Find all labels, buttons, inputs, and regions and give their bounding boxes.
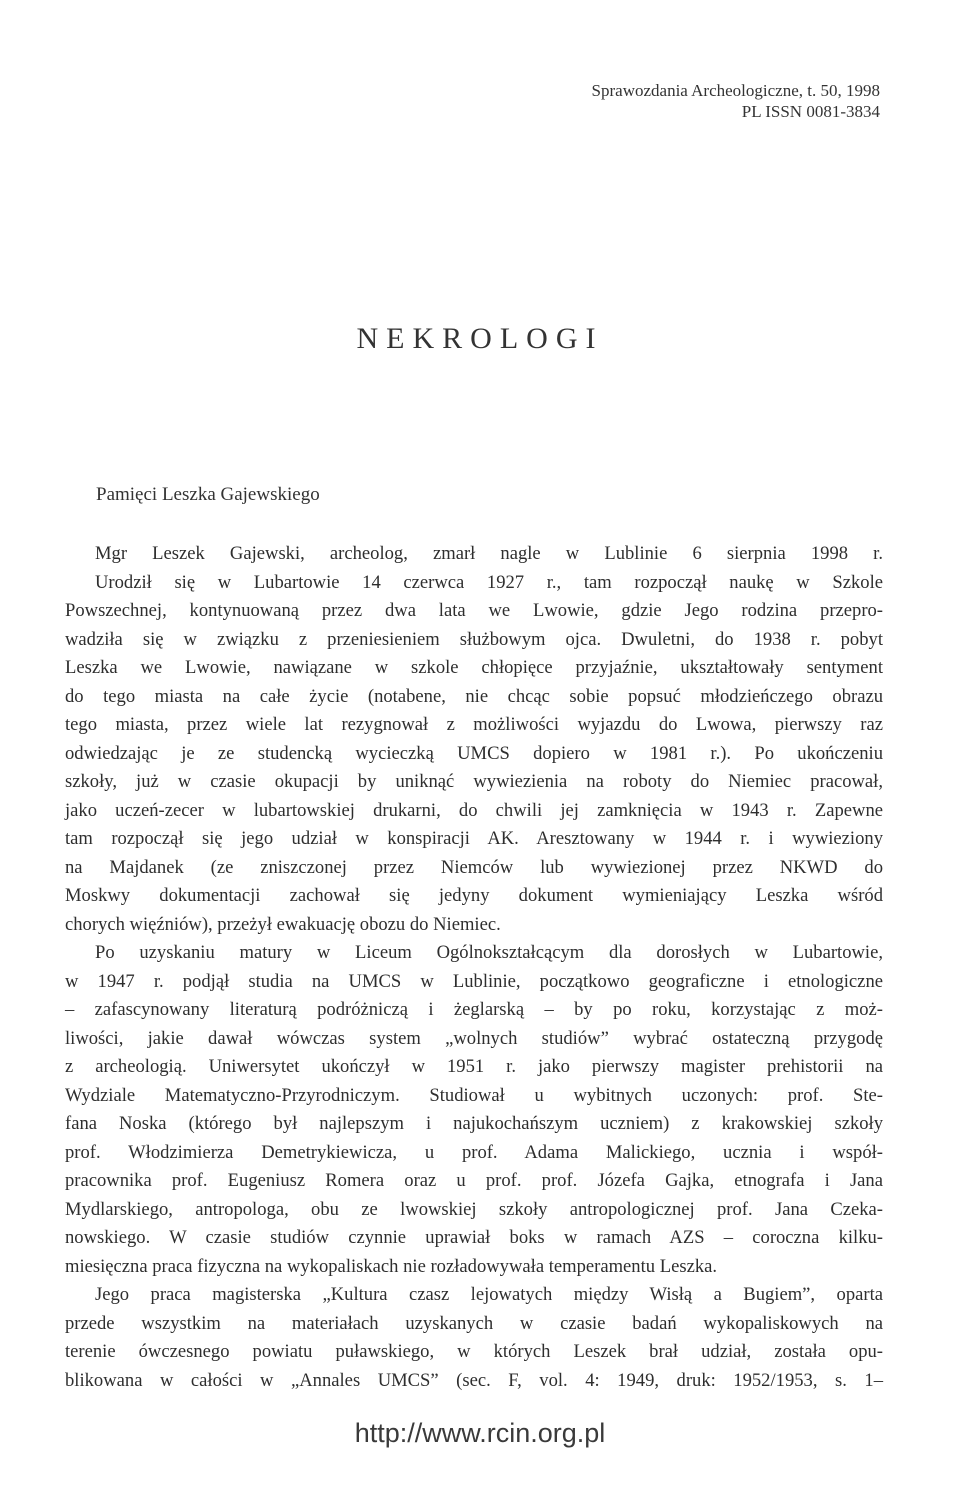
body-line: Mgr Leszek Gajewski, archeolog, zmarł nagle w Lublinie 6 sierpnia 1998 r. [95, 543, 883, 564]
body-line: Leszka we Lwowie, nawiązane w szkole chłopięce przyjaźnie, ukształtowały sentyment [65, 657, 883, 678]
body-line: Jego praca magisterska „Kultura czasz lejowatych między Wisłą a Bugiem”, oparta [95, 1284, 883, 1305]
body-line: fana Noska (którego był najlepszym i najukochańszym uczniem) z krakowskiej szkoły [65, 1113, 883, 1134]
section-title: NEKROLOGI [356, 322, 604, 355]
source-url-watermark: http://www.rcin.org.pl [354, 1418, 606, 1448]
body-line: tego miasta, przez wiele lat rezygnował z możliwości wyjazdu do Lwowa, pierwszy raz [65, 714, 883, 735]
body-line: jako uczeń-zecer w lubartowskiej drukarni, do chwili jej zamknięcia w 1943 r. Zapewne [65, 799, 883, 821]
body-line: Mydlarskiego, antropologa, obu ze lwowskiej szkoły antropologicznej prof. Jana Czeka- [65, 1198, 883, 1220]
issn: PL ISSN 0081-3834 [741, 102, 880, 121]
body-line: odwiedzając je ze studencką wycieczką UMCS dopiero w 1981 r.). Po ukończeniu [65, 742, 883, 764]
body-line: Urodził się w Lubartowie 14 czerwca 1927 r., tam rozpoczął naukę w Szkole [95, 571, 883, 593]
body-line: tam rozpoczął się jego udział w konspiracji AK. Aresztowany w 1944 r. i wywieziony [65, 828, 883, 849]
body-line: na Majdanek (ze zniszczonej przez Niemców lub wywiezionej przez NKWD do [65, 856, 883, 878]
body-line: blikowana w całości w „Annales UMCS” (sec. F, vol. 4: 1949, druk: 1952/1953, s. 1– [65, 1369, 883, 1391]
body-line: miesięczna praca fizyczna na wykopaliskach nie rozładowywała temperamentu Leszka. [65, 1255, 718, 1277]
body-line: pracownika prof. Eugeniusz Romera oraz u prof. prof. Józefa Gajka, etnografa i Jana [65, 1170, 883, 1191]
body-line: prof. Włodzimierza Demetrykiewicza, u prof. Adama Malickiego, ucznia i współ- [65, 1141, 883, 1163]
body-line: chorych więźniów), przeżył ewakuację obozu do Niemiec. [65, 913, 501, 935]
body-line: Po uzyskaniu matury w Liceum Ogólnokształcącym dla dorosłych w Lubartowie, [95, 942, 883, 963]
body-line: terenie ówczesnego powiatu puławskiego, w których Leszek brał udział, została opu- [65, 1341, 883, 1362]
body-line: Powszechnej, kontynuowaną przez dwa lata we Lwowie, gdzie Jego rodzina przepro- [65, 600, 883, 621]
body-line: liwości, jakie dawał wówczas system „wolnych studiów” wybrać ostateczną przygodę [65, 1027, 883, 1049]
article-body [65, 540, 883, 1395]
journal-header [592, 80, 880, 122]
body-line: nowskiego. W czasie studiów czynnie uprawiał boks w ramach AZS – coroczna kilku- [65, 1227, 883, 1248]
body-line: szkoły, już w czasie okupacji by uniknąć wywiezienia na roboty do Niemiec pracował, [65, 771, 883, 792]
body-line: przede wszystkim na materiałach uzyskanych w czasie badań wykopaliskowych na [65, 1312, 883, 1334]
article-title: Pamięci Leszka Gajewskiego [96, 484, 320, 505]
body-line: wadziła się w związku z przeniesieniem służbowym ojca. Dwuletni, do 1938 r. pobyt [65, 628, 883, 650]
body-line: Wydziale Matematyczno-Przyrodniczym. Studiował u wybitnych uczonych: prof. Ste- [65, 1084, 883, 1106]
body-line: do tego miasta na całe życie (notabene, nie chcąc sobie popsuć młodzieńczego obrazu [65, 685, 883, 707]
body-line: – zafascynowany literaturą podróżniczą i żeglarską – by po roku, korzystając z moż- [65, 999, 883, 1020]
body-line: w 1947 r. podjął studia na UMCS w Lublinie, początkowo geograficzne i etnologiczne [65, 970, 883, 992]
body-line: Moskwy dokumentacji zachował się jedyny dokument wymieniający Leszka wśród [65, 885, 883, 906]
body-line: z archeologią. Uniwersytet ukończył w 1951 r. jako pierwszy magister prehistorii na [65, 1056, 883, 1077]
journal-citation: Sprawozdania Archeologiczne, t. 50, 1998 [591, 81, 880, 100]
